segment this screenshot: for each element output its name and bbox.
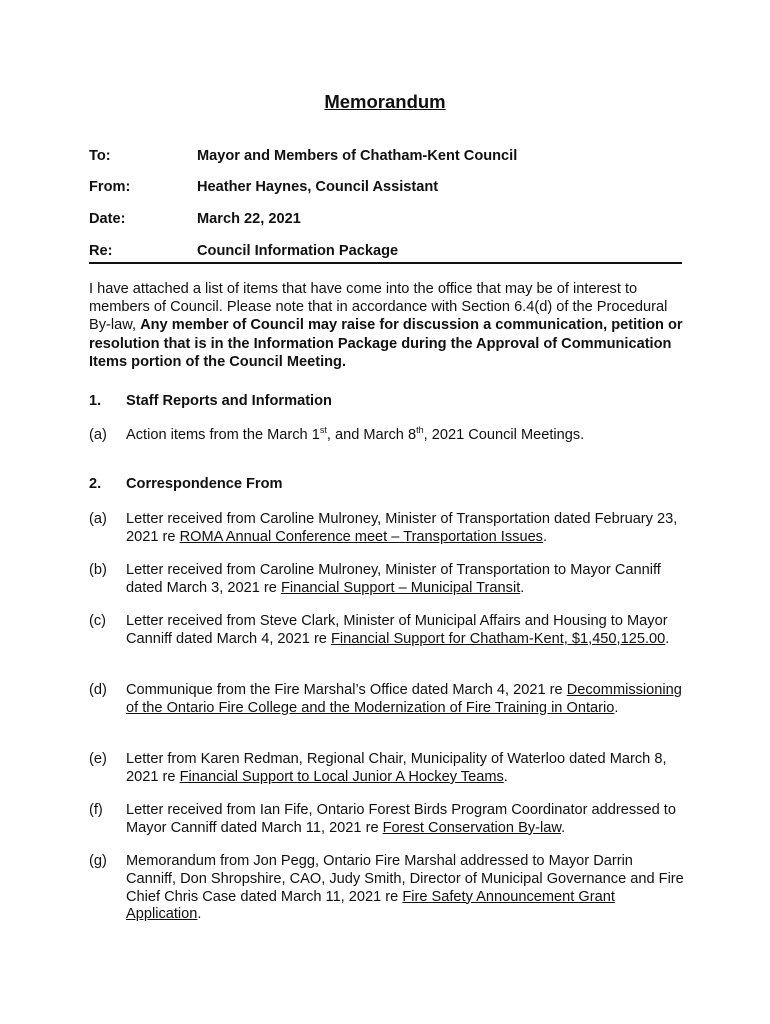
item-text-part: . xyxy=(561,819,566,836)
item-text xyxy=(126,562,686,598)
item-text-part: . xyxy=(503,768,508,785)
item-text xyxy=(126,751,686,787)
header-divider xyxy=(89,262,682,264)
item-text-part: Memorandum from Jon Pegg, Ontario Fire Marshal addressed to Mayor Darrin Canniff, Don Shropshire, CAO, Judy Smith, Director of Municipal Governance and Fire Chief Chris Case dated March 11, 2021 re xyxy=(126,853,684,905)
ordinal-suffix: st xyxy=(319,425,327,436)
item-text-part: . xyxy=(614,699,619,716)
item-subject-link[interactable]: ROMA Annual Conference meet – Transportation Issues xyxy=(179,528,543,545)
item-subject-link[interactable]: Forest Conservation By-law xyxy=(382,819,562,836)
item-subject-link[interactable]: Financial Support for Chatham-Kent, $1,450,125.00 xyxy=(330,630,666,647)
intro-paragraph xyxy=(89,280,684,371)
item-text-part: Letter from Karen Redman, Regional Chair, Municipality of Waterloo dated March 8, 2021 re xyxy=(126,751,667,785)
item-subject-link[interactable]: Decommissioning of the Ontario Fire College and the Modernization of Fire Training in Ontario xyxy=(126,682,682,716)
item-text-part: . xyxy=(665,630,670,647)
item-text xyxy=(126,613,686,649)
section-2-title: Correspondence From xyxy=(126,476,283,492)
section-1-number: 1. xyxy=(89,393,102,409)
from-value: Heather Haynes, Council Assistant xyxy=(197,179,439,195)
re-label: Re: xyxy=(89,243,113,259)
item-subject-link[interactable]: Financial Support to Local Junior A Hockey Teams xyxy=(179,768,504,785)
item-text-part: Letter received from Caroline Mulroney, Minister of Transportation to Mayor Canniff dated March 3, 2021 re xyxy=(126,562,661,596)
date-label: Date: xyxy=(89,211,126,227)
item-text xyxy=(126,682,686,718)
item-letter: (a) xyxy=(89,511,107,527)
memo-title: Memorandum xyxy=(324,91,446,112)
to-label: To: xyxy=(89,148,111,164)
item-letter: (c) xyxy=(89,613,107,629)
section-2-number: 2. xyxy=(89,476,102,492)
ordinal-suffix: th xyxy=(416,425,424,436)
item-text-part: . xyxy=(197,906,202,923)
item-text-part: Letter received from Caroline Mulroney, Minister of Transportation dated February 23, 2021 re xyxy=(126,511,678,545)
item-text xyxy=(126,802,686,838)
item-text-part: Letter received from Steve Clark, Minister of Municipal Affairs and Housing to Mayor Canniff dated March 4, 2021 re xyxy=(126,613,668,647)
item-text-part: Action items from the March 1 xyxy=(126,427,320,443)
item-text-part: , and March 8 xyxy=(326,427,417,443)
item-letter: (d) xyxy=(89,682,107,698)
section-1-title: Staff Reports and Information xyxy=(126,393,332,409)
item-text-part: , 2021 Council Meetings. xyxy=(423,427,585,443)
item-letter: (b) xyxy=(89,562,107,578)
item-letter: (f) xyxy=(89,802,103,818)
re-value: Council Information Package xyxy=(197,243,399,259)
item-text xyxy=(126,853,686,924)
item-subject-link[interactable]: Fire Safety Announcement Grant Application xyxy=(126,888,615,923)
item-letter: (a) xyxy=(89,427,107,443)
to-value: Mayor and Members of Chatham-Kent Council xyxy=(197,148,518,164)
item-text-part: . xyxy=(542,528,548,545)
item-letter: (g) xyxy=(89,853,107,869)
from-label: From: xyxy=(89,179,131,195)
item-text-part: Communique from the Fire Marshal’s Office dated March 4, 2021 re xyxy=(126,682,567,698)
intro-text: I have attached a list of items that have come into the office that may be of interest to members of Council. Please note that in accordance with Section 6.4(d) of the Procedural By-law, xyxy=(89,281,668,334)
item-text-part: . xyxy=(520,579,525,596)
intro-bold-text: Any member of Council may raise for discussion a communication, petition or resolution that is in the Information Package during the Approval of Communication Items portion of the Council Meeting. xyxy=(89,317,683,370)
date-value: March 22, 2021 xyxy=(197,211,301,227)
item-letter: (e) xyxy=(89,751,107,767)
item-text xyxy=(126,511,686,547)
item-text-part: Letter received from Ian Fife, Ontario Forest Birds Program Coordinator addressed to Mayor Canniff dated March 11, 2021 re xyxy=(126,802,676,836)
item-text xyxy=(126,427,686,445)
item-subject-link[interactable]: Financial Support – Municipal Transit xyxy=(280,579,521,596)
